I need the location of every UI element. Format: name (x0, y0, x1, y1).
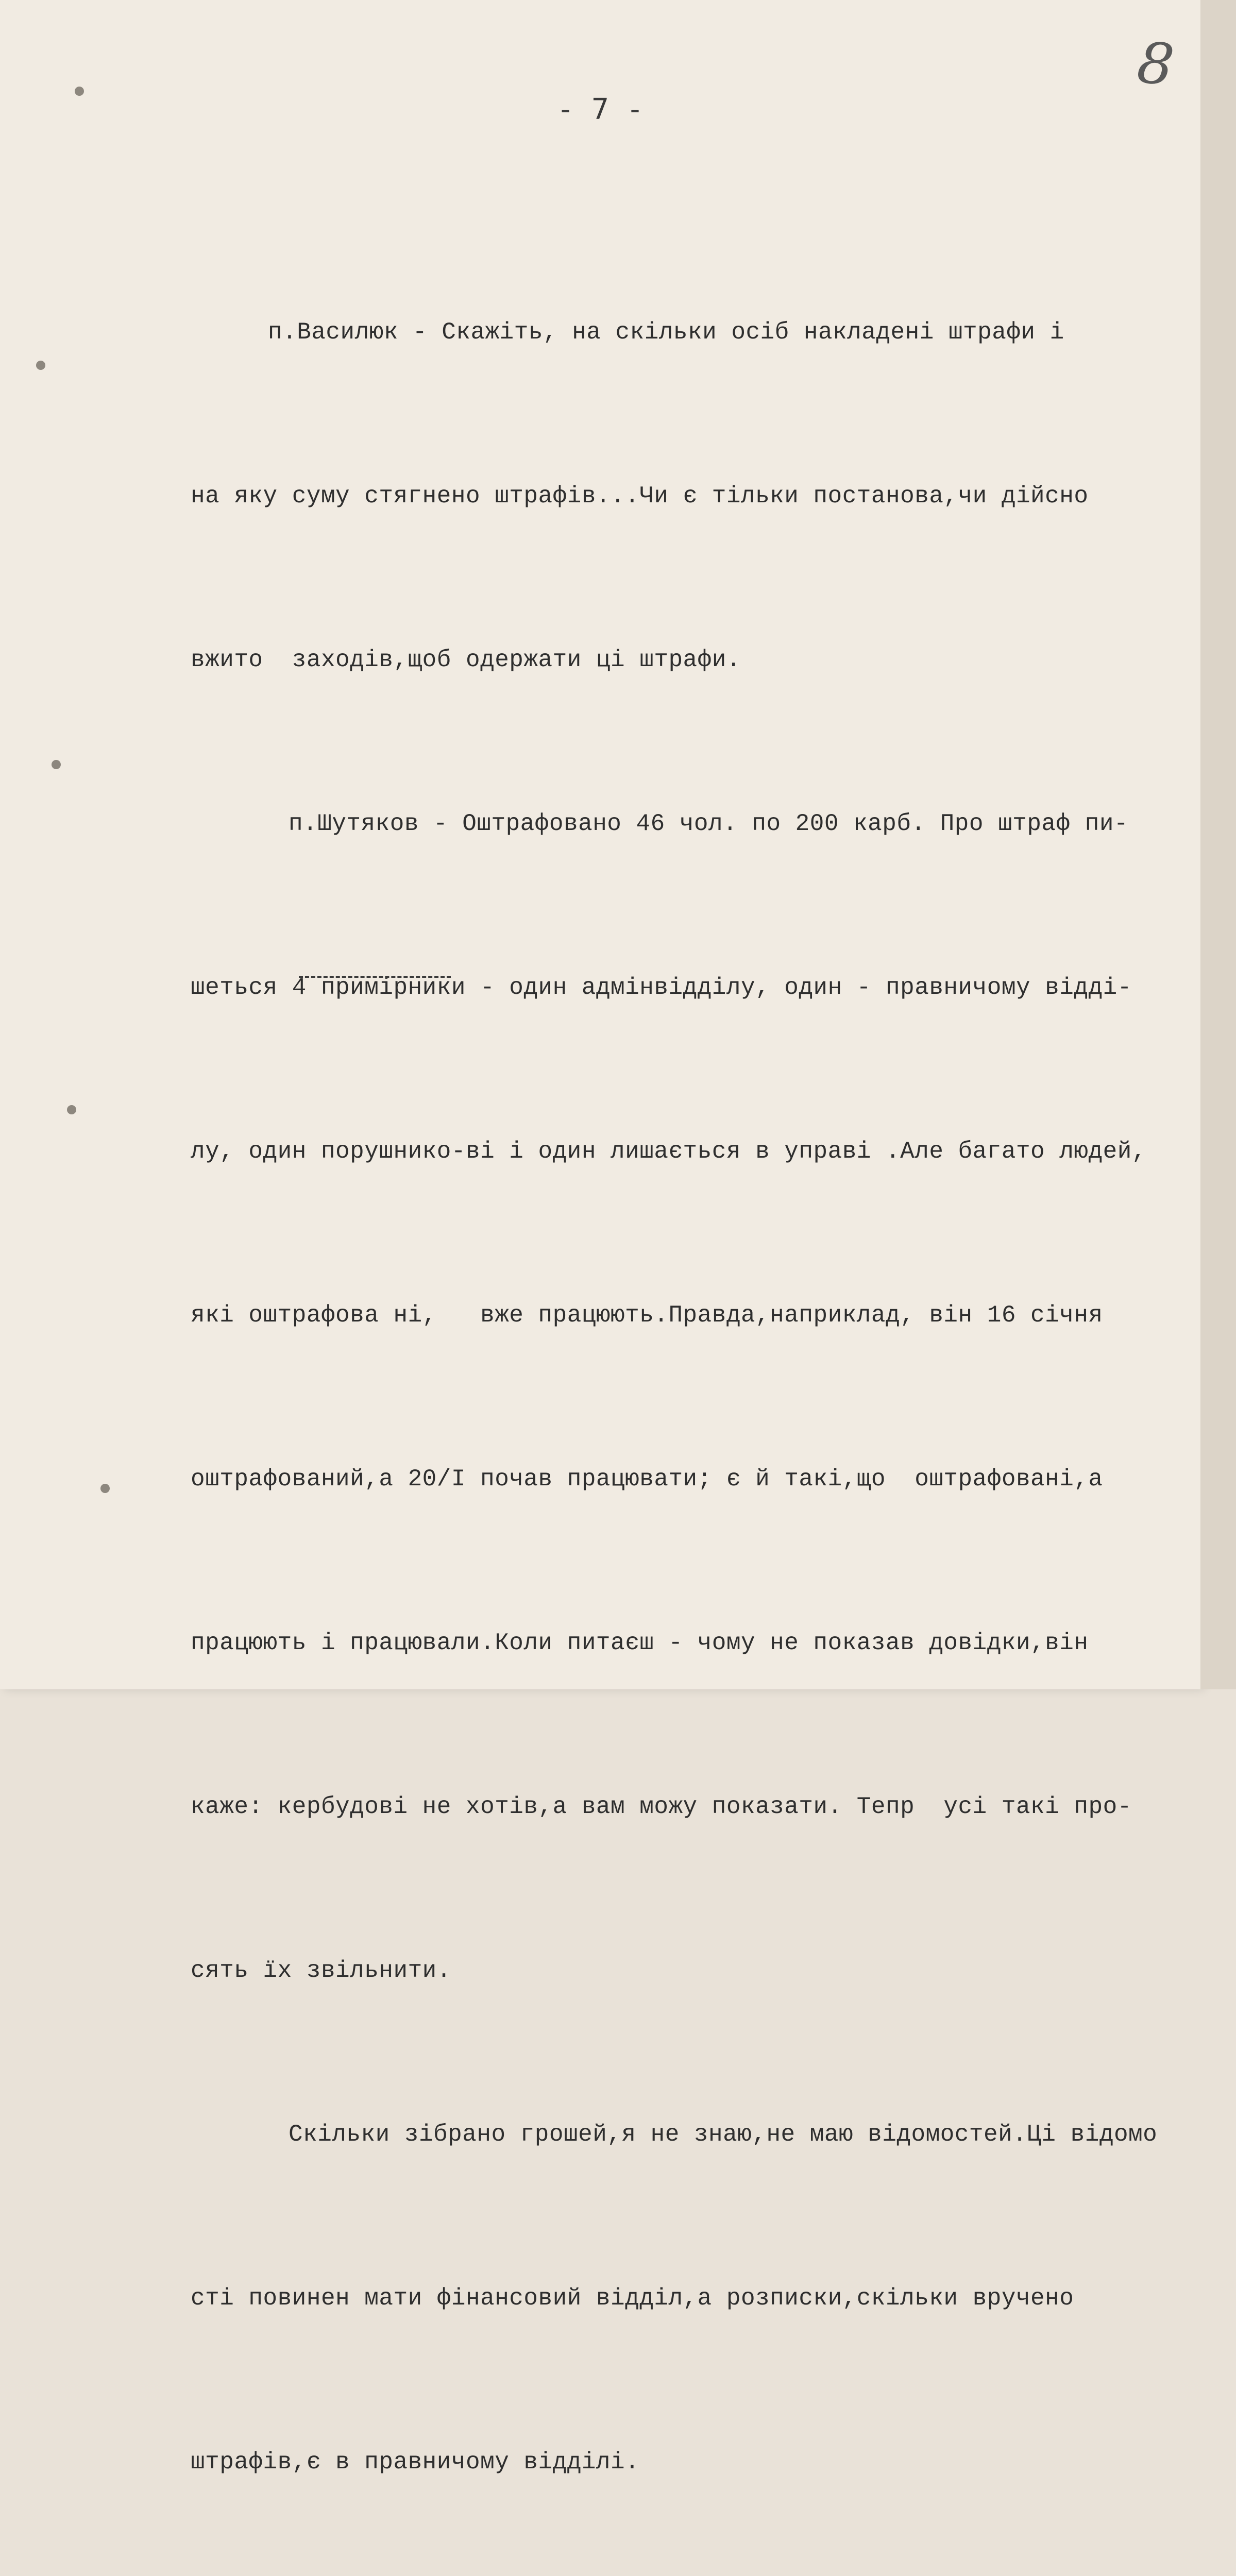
text-line: Скільки зібрано грошей,я не знаю,не маю відомостей.Ці відомо (289, 2121, 1158, 2148)
text-line: штрафів,є в правничому відділі. (191, 2449, 640, 2476)
text-line: шеться 4 примірники - один адмінвідділу, один - правничому відді- (191, 974, 1132, 1001)
archive-page-number: 8 (1134, 29, 1177, 99)
speaker-underline (299, 976, 451, 978)
text-line: на яку суму стягнено штрафів...Чи є тільки постанова,чи дійсно (191, 483, 1089, 510)
text-line: сять їх звільнити. (191, 1957, 451, 1984)
text-line: які оштрафова ні, вже працюють.Правда,наприклад, він 16 січня (191, 1302, 1103, 1329)
punch-hole-mark (67, 1105, 76, 1114)
text-line: вжито заходів,щоб одержати ці штрафи. (191, 647, 741, 673)
text-line: оштрафований,а 20/I почав працювати; є й такі,що оштрафовані,а (191, 1466, 1103, 1493)
punch-hole-mark (36, 361, 45, 370)
text-line: сті повинен мати фінансовий відділ,а розписки,скільки вручено (191, 2285, 1074, 2312)
background-edge (1200, 0, 1236, 1689)
page-number: - 7 - (556, 93, 644, 126)
punch-hole-mark (75, 87, 84, 96)
typed-text-body (191, 196, 1200, 2576)
punch-hole-mark (100, 1484, 110, 1493)
text-line: працюють і працювали.Коли питаєш - чому не показав довідки,він (191, 1630, 1089, 1656)
text-line: п.Шутяков - Оштрафовано 46 чол. по 200 карб. Про штраф пи- (289, 810, 1129, 837)
text-line: каже: кербудові не хотів,а вам можу показати. Тепр усі такі про- (191, 1793, 1132, 1820)
text-line: п.Василюк - Скажіть, на скільки осіб накладені штрафи і (268, 319, 1064, 346)
text-line: лу, один порушнико-ві і один лишається в управі .Але багато людей, (191, 1138, 1146, 1165)
punch-hole-mark (52, 760, 61, 769)
